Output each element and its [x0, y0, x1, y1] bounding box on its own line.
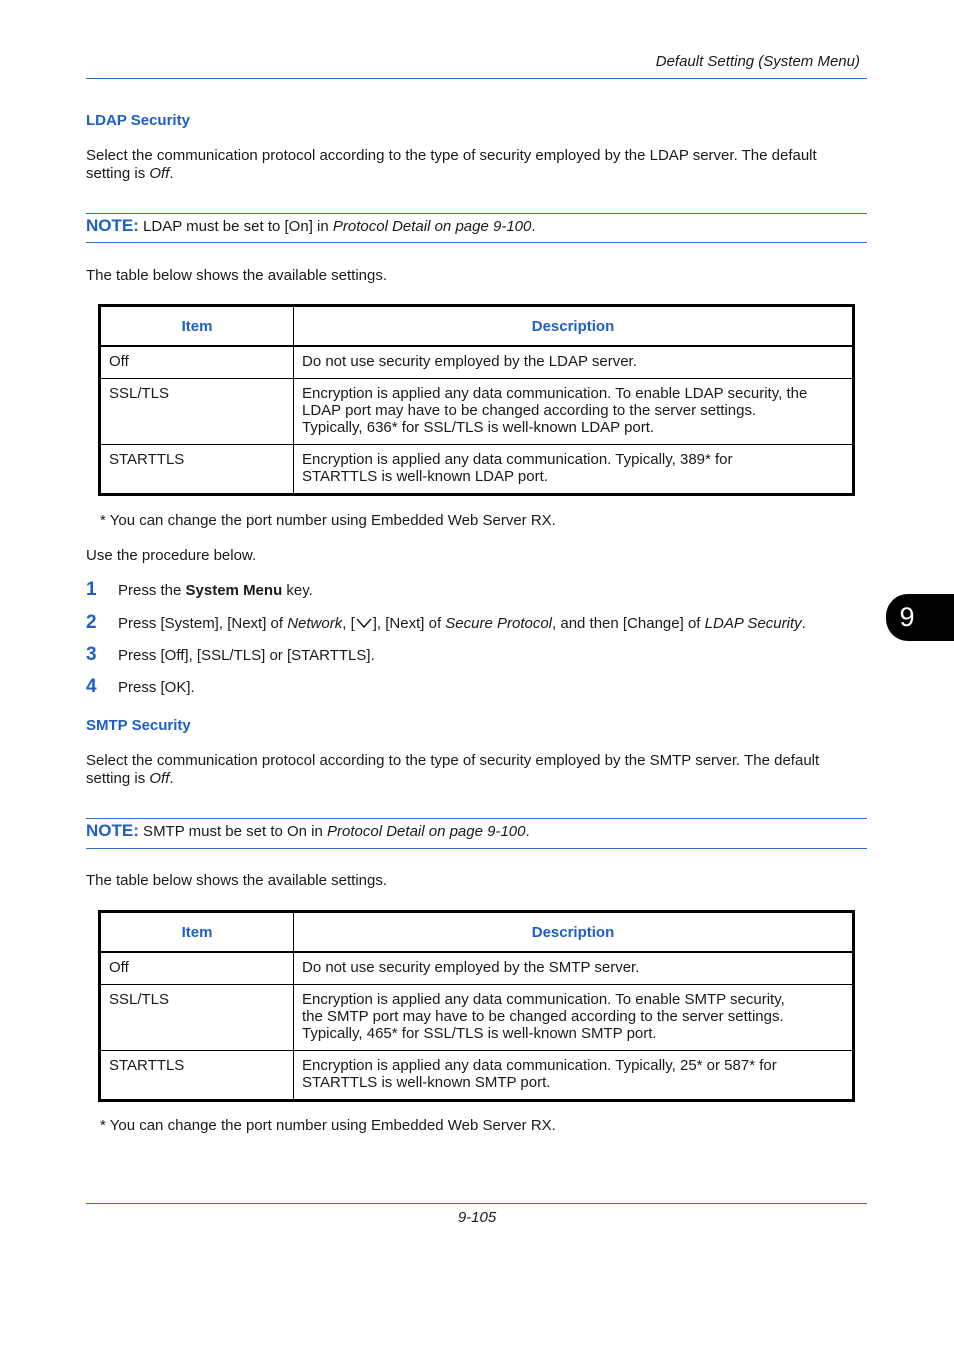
- section-title-ldap: LDAP Security: [86, 112, 190, 129]
- note-reference-link[interactable]: Protocol Detail on page 9-100: [332, 218, 532, 235]
- note-label: NOTE:: [86, 821, 139, 840]
- table-row: [100, 952, 854, 985]
- description-cell: Do not use security employed by the LDAP server.: [294, 346, 854, 379]
- description-cell: Encryption is applied any data communication. Typically, 389* for STARTTLS is well-known LDAP port.: [294, 445, 854, 495]
- column-header-item: Item: [100, 306, 294, 347]
- chapter-tab: 9: [886, 594, 954, 641]
- column-header-description: Description: [294, 306, 854, 347]
- table-row: [100, 346, 854, 379]
- item-cell: STARTTLS: [100, 1051, 294, 1101]
- item-cell: Off: [100, 952, 294, 985]
- chevron-down-icon: [355, 616, 373, 633]
- ldap-settings-table: [98, 304, 855, 496]
- ldap-intro: [86, 147, 876, 183]
- ldap-footnote: * You can change the port number using Embedded Web Server RX.: [100, 512, 556, 529]
- description-cell: Encryption is applied any data communication. Typically, 25* or 587* for STARTTLS is well-known SMTP port.: [294, 1051, 854, 1101]
- page-number: 9-105: [457, 1209, 497, 1226]
- step-text-2: Press [System], [Next] of Network, [ ], [Next] of Secure Protocol, and then [Change] of LDAP Security.: [118, 615, 806, 632]
- section-title-smtp: SMTP Security: [86, 717, 191, 734]
- item-cell: SSL/TLS: [100, 379, 294, 445]
- footer-rule: [86, 1203, 867, 1204]
- description-cell: Do not use security employed by the SMTP server.: [294, 952, 854, 985]
- table-row: [100, 1051, 854, 1101]
- smtp-footnote: * You can change the port number using Embedded Web Server RX.: [100, 1117, 556, 1134]
- step-text-1: Press the System Menu key.: [118, 582, 313, 599]
- note-rule-bottom: [86, 242, 867, 243]
- step-text-4: Press [OK].: [118, 679, 195, 696]
- description-cell: Encryption is applied any data communication. To enable LDAP security, the LDAP port may have to be changed according to the server settings. Typically, 636* for SSL/TLS is well-known LDAP port.: [294, 379, 854, 445]
- item-cell: Off: [100, 346, 294, 379]
- description-cell: Encryption is applied any data communication. To enable SMTP security, the SMTP port may have to be changed according to the server settings. Typically, 465* for SSL/TLS is well-known SMTP port.: [294, 985, 854, 1051]
- ldap-table-intro: The table below shows the available settings.: [86, 267, 388, 284]
- table-row: [100, 445, 854, 495]
- smtp-note: NOTE: SMTP must be set to On in Protocol Detail on page 9-100.: [86, 821, 530, 840]
- note-rule-top: [86, 818, 867, 819]
- note-reference-link[interactable]: Protocol Detail on page 9-100: [327, 823, 526, 840]
- header-rule: [86, 78, 867, 79]
- running-header: Default Setting (System Menu): [655, 53, 860, 70]
- table-row: [100, 985, 854, 1051]
- step-number-1: 1: [86, 579, 97, 600]
- note-label: NOTE:: [86, 216, 139, 235]
- smtp-intro-line2: setting is Off.: [86, 770, 174, 787]
- item-cell: STARTTLS: [100, 445, 294, 495]
- step-text-3: Press [Off], [SSL/TLS] or [STARTTLS].: [118, 647, 375, 664]
- step-number-3: 3: [86, 644, 97, 665]
- smtp-intro: [86, 752, 876, 788]
- smtp-settings-table: [98, 910, 855, 1102]
- item-cell: SSL/TLS: [100, 985, 294, 1051]
- step-number-4: 4: [86, 676, 97, 697]
- ldap-intro-line2: setting is Off.: [86, 165, 174, 182]
- note-rule-bottom: [86, 848, 867, 849]
- column-header-item: Item: [100, 912, 294, 953]
- ldap-intro-line1: Select the communication protocol according to the type of security employed by the LDAP server. The default: [86, 147, 817, 164]
- procedure-intro: Use the procedure below.: [86, 547, 257, 564]
- step-number-2: 2: [86, 612, 97, 633]
- table-row: [100, 379, 854, 445]
- smtp-table-intro: The table below shows the available settings.: [86, 872, 388, 889]
- note-rule-top: [86, 213, 867, 214]
- ldap-note: NOTE: LDAP must be set to [On] in Protocol Detail on page 9-100.: [86, 216, 536, 235]
- column-header-description: Description: [294, 912, 854, 953]
- smtp-intro-line1: Select the communication protocol according to the type of security employed by the SMTP server. The default: [86, 752, 820, 769]
